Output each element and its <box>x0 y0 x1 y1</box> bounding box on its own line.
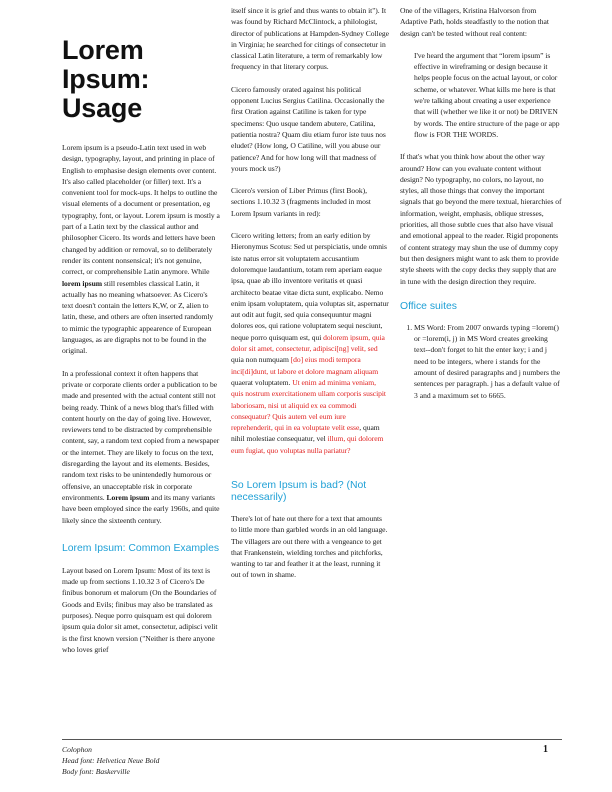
colophon <box>62 744 159 777</box>
intro-text-a: Lorem ipsum is a pseudo-Latin text used in web design, typography, layout, and printing in place of English to emphasise design elements over content. It's also called placeholder (or filler) text. It's a convenient tool for mock-ups. It helps to outline the visual elements of a document or presentation, eg typography, font, or layout. Lorem ipsum is mostly a part of a Latin text by the classical author and philosopher Cicero. Its words and letters have been changed by addition or removal, so to deliberately render its content nonsensical; it's not genuine, correct, or comprehensible Latin anymore. While <box>62 143 220 277</box>
latin-red-3: Ut enim ad minima veniam, quis nostrum exercitationem ullam corporis suscipit laboriosam, nisi ut aliquid ex ea commodi consequatur? Quis autem vel eum iure reprehenderit, qui in ea voluptate velit esse <box>231 377 386 433</box>
latin-red-1: dolorem ipsum, quia dolor sit amet, consectetur, adipisci[ng] velit, sed <box>231 332 385 354</box>
intro-paragraph <box>62 142 220 357</box>
villagers-paragraph: One of the villagers, Kristina Halvorson from Adaptive Path, holds steadfastly to the notion that design can't be tested without real content: <box>400 6 549 38</box>
latin-text-b: quia non numquam <box>231 355 291 365</box>
context-text-a: In a professional context it often happens that private or corporate clients order a publication to be made and presented with the actual content still not being ready. Think of a news blog that's filled with content hourly on the day of going live. However, reviewers tend to be distracted by comprehensible content, say, a random text copied from a newspaper or the internet. They are likely to focus on the text, disregarding the layout and its elements. Besides, random text risks to be unintendedly humorous or offensive, an unacceptable risk in corporate environments. <box>62 368 220 502</box>
intro-bold: lorem ipsum <box>62 278 103 288</box>
latin-text-d: , quam nihil molestiae consequatur, vel <box>231 423 380 444</box>
section-heading-common-examples: Lorem Ipsum: Common Examples <box>62 542 220 554</box>
latin-red-2: [do] eius modi tempora inci[di]dunt, ut labore et dolore magnam aliquam <box>231 355 379 376</box>
liber-primus-paragraph: Cicero's version of Liber Primus (first Book), sections 1.10.32 3 (fragments included in most Lorem Ipsum variants in red): <box>231 186 371 218</box>
head-font-note: Head font: Helvetica Neue Bold <box>62 756 160 765</box>
hate-paragraph: There's lot of hate out there for a text that amounts to little more than garbled words in an old language. The villagers are out there with a vengeance to get that Frankenstein, wielding torches and pitchforks, wanting to tar and feather it at the least, running it out of town in shame. <box>231 513 388 580</box>
office-suites-list <box>400 322 562 401</box>
list-item: 1. MS Word: From 2007 onwards typing =lorem() or =lorem(i, j) in MS Word creates greeking text--don't forget to hit the enter key; i and j need to be integers, where i stands for the amount of desired paragraphs and j numbers the sentences per paragraph. j has a default value of 3 and a maximum set to 6665. <box>414 322 562 401</box>
latin-text-a: Cicero writing letters; from an early edition by Hieronymus Scotus: Sed ut perspiciatis, unde omnis iste natus error sit voluptatem accusantium doloremque laudantium, totam rem aperiam eaque ipsa, quae ab illo inventore veritatis et quasi architecto beatae vitae dicta sunt, explicabo. Nemo enim ipsam voluptatem, quia voluptas sit, aspernatur aut odit aut fugit, sed quia consequuntur magni dolores eos, qui ratione voluptatem sequi nesciunt, neque porro quisquam est, qui <box>231 231 389 342</box>
mcclintock-paragraph: itself since it is grief and thus wants to obtain it"). It was found by Richard McClintock, a philologist, director of publications at Hampden-Sydney College in Virginia; he searched for citings of consectetur in classical Latin literature, a term of remarkably low frequency in that literary corpus. <box>231 6 389 72</box>
section-heading-office-suites: Office suites <box>400 300 457 312</box>
latin-red-4: illum, qui dolorem eum fugiat, quo voluptas nulla pariatur? <box>231 434 384 455</box>
column-1 <box>62 0 220 655</box>
latin-text-c: quaerat voluptatem. <box>231 377 293 387</box>
column-3 <box>400 0 562 401</box>
context-paragraph <box>62 368 220 526</box>
section-heading-bad: So Lorem Ipsum is bad? (Not necessarily) <box>231 479 367 503</box>
column-2 <box>231 0 389 581</box>
latin-passage <box>231 230 389 456</box>
colophon-label: Colophon <box>62 745 92 754</box>
context-text-b: and its many variants have been employed since the early 1960s, and quite likely since the sixteenth century. <box>62 492 220 525</box>
page-title: Lorem Ipsum: Usage <box>62 35 150 123</box>
other-way-paragraph: If that's what you think how about the other way around? How can you evaluate content without design? No typography, no colors, no layout, no styles, all those things that convey the important signals that go beyond the mere textual, hierarchies of information, weight, emphasis, oblique stresses, priorities, all those subtle cues that also have visual and emotional appeal to the reader. Rigid proponents of content strategy may shun the use of dummy copy but then designers might want to ask them to provide style sheets with the copy decks they supply that are in tune with the design direction they require. <box>400 152 562 286</box>
intro-text-b: still resembles classical Latin, it actually has no meaning whatsoever. As Cicero's text doesn't contain the letters K,W, or Z, alien to latin, these, and others are often inserted randomly to mimic the typographic appearence of European languages, as are digraphs not to be found in the original. <box>62 278 214 356</box>
catilina-paragraph: Cicero famously orated against his political opponent Lucius Sergius Catilina. Occasionally the first Oration against Catiline is taken for type specimens: Quo usque tandem abutere, Catilina, patientia nostra? Quam diu etiam furor iste tuus nos eludet? (How long, O Catiline, will you abuse our patience? And for how long will that madness of yours mock us?) <box>231 84 386 173</box>
halvorson-quote <box>400 50 562 140</box>
context-bold: Lorem ipsum <box>106 492 150 502</box>
quote-text: I've heard the argument that “lorem ipsum” is effective in wireframing or design because it helps people focus on the actual layout, or color scheme, or whatever. What kills me here is that we're talking about creating a user experience that will (whether we like it or not) be DRIVEN by words. The entire structure of the page or app flow is FOR THE WORDS. <box>414 50 560 139</box>
body-font-note: Body font: Baskerville <box>62 767 130 776</box>
page-number: 1 <box>543 744 548 755</box>
footer-rule <box>62 739 562 740</box>
examples-paragraph: Layout based on Lorem Ipsum: Most of its text is made up from sections 1.10.32 3 of Cicero's De finibus bonorum et malorum (On the Boundaries of Goods and Evils; finibus may also be translated as purposes). Neque porro quisquam est qui dolorem ipsum quia dolor sit amet, consectetur, adipisci velit is the first known version ("Neither is there anyone who loves grief <box>62 565 218 654</box>
